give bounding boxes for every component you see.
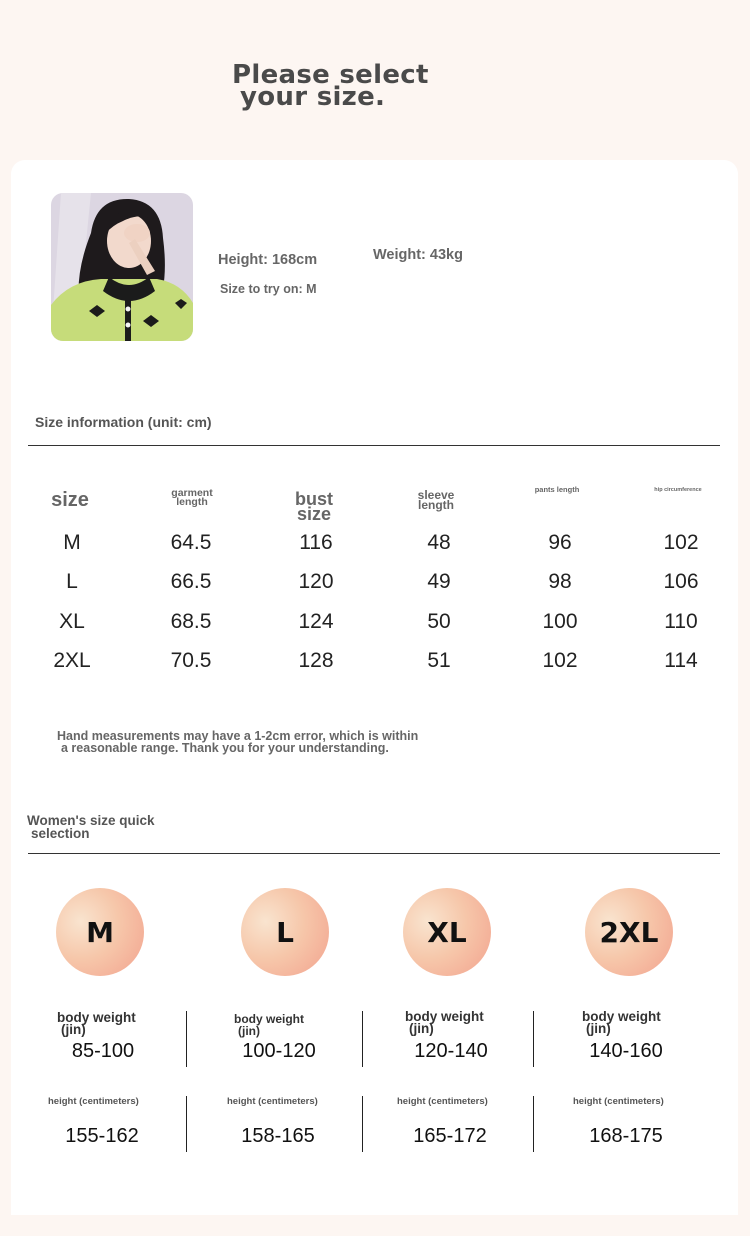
weight-label: [234, 1013, 304, 1037]
weight-range-2xl: 140-160: [589, 1040, 663, 1062]
table-cell: 100: [542, 610, 578, 633]
quick-selection-divider: [28, 853, 720, 854]
weight-range-l: 100-120: [242, 1040, 316, 1062]
model-height: Height: 168cm: [218, 252, 318, 268]
weight-unit-text: (jin): [409, 1021, 434, 1036]
quick-selection-title: [27, 814, 155, 840]
column-divider: [533, 1096, 534, 1152]
table-cell: 96: [548, 531, 572, 554]
column-divider: [186, 1011, 187, 1067]
model-size-tried: Size to try on: M: [220, 282, 317, 296]
height-label: height (centimeters): [397, 1096, 488, 1107]
table-cell: 116: [299, 531, 333, 554]
size-circle-m[interactable]: M: [56, 888, 144, 976]
table-cell: 124: [298, 610, 334, 633]
col-header-size: size: [51, 489, 89, 511]
table-cell: 114: [664, 649, 698, 672]
table-cell: L: [66, 570, 78, 593]
table-cell: 50: [427, 610, 451, 633]
col-header-bust-size: bust size: [295, 489, 333, 525]
table-cell: 49: [427, 570, 451, 593]
weight-label: [57, 1012, 136, 1036]
table-cell: 70.5: [170, 649, 212, 672]
table-cell: 120: [298, 570, 334, 593]
weight-unit-text: (jin): [61, 1022, 86, 1037]
table-cell: 102: [542, 649, 578, 672]
column-divider: [186, 1096, 187, 1152]
height-label: height (centimeters): [48, 1096, 139, 1107]
weight-label-text: body weight: [582, 1009, 661, 1024]
weight-range-m: 85-100: [71, 1040, 135, 1062]
height-range-xl: 165-172: [413, 1125, 487, 1147]
measurement-note: [57, 730, 418, 754]
weight-label: [582, 1011, 661, 1035]
page-title: [232, 60, 429, 112]
table-cell: 110: [664, 610, 698, 633]
measurement-note-line-1: Hand measurements may have a 1-2cm error, which is within: [57, 729, 419, 743]
column-divider: [362, 1096, 363, 1152]
table-cell: 98: [548, 570, 572, 593]
size-info-title: Size information (unit: cm): [35, 414, 212, 430]
model-weight: Weight: 43kg: [373, 247, 463, 263]
col-header-sleeve-length: sleeve length: [417, 488, 455, 513]
table-cell: M: [63, 531, 81, 554]
table-cell: 102: [663, 531, 699, 554]
page-title-line-1: Please select: [232, 60, 429, 90]
size-circle-l[interactable]: L: [241, 888, 329, 976]
height-label: height (centimeters): [227, 1096, 318, 1107]
table-cell: 68.5: [170, 610, 212, 633]
weight-unit-text: (jin): [586, 1021, 611, 1036]
table-cell: 51: [427, 649, 451, 672]
quick-title-line-1: Women's size quick: [27, 813, 155, 828]
table-cell: XL: [59, 610, 85, 633]
weight-unit-text: (jin): [238, 1024, 260, 1038]
height-range-2xl: 168-175: [589, 1125, 663, 1147]
height-range-l: 158-165: [241, 1125, 315, 1147]
model-photo: [51, 193, 193, 341]
col-header-garment-length: garment length: [171, 487, 213, 508]
table-cell: 64.5: [170, 531, 212, 554]
height-range-m: 155-162: [65, 1125, 139, 1147]
measurement-note-line-2: a reasonable range. Thank you for your understanding.: [61, 741, 389, 755]
col-header-pants-length: pants length: [534, 485, 580, 494]
size-circle-xl[interactable]: XL: [403, 888, 491, 976]
weight-label-text: body weight: [57, 1010, 136, 1025]
size-info-divider: [28, 445, 720, 446]
weight-range-xl: 120-140: [414, 1040, 488, 1062]
table-cell: 2XL: [53, 649, 91, 672]
weight-label-text: body weight: [405, 1009, 484, 1024]
table-cell: 66.5: [170, 570, 212, 593]
size-circle-2xl[interactable]: 2XL: [585, 888, 673, 976]
table-cell: 106: [663, 570, 699, 593]
height-label: height (centimeters): [573, 1096, 664, 1107]
column-divider: [362, 1011, 363, 1067]
weight-label-text: body weight: [234, 1012, 304, 1026]
column-divider: [533, 1011, 534, 1067]
table-cell: 48: [427, 531, 451, 554]
weight-label: [405, 1011, 484, 1035]
quick-title-line-2: selection: [31, 826, 90, 841]
table-cell: 128: [298, 649, 334, 672]
col-header-hip-circumference: hip circumference: [654, 487, 702, 493]
page-title-line-2: your size.: [240, 82, 386, 112]
